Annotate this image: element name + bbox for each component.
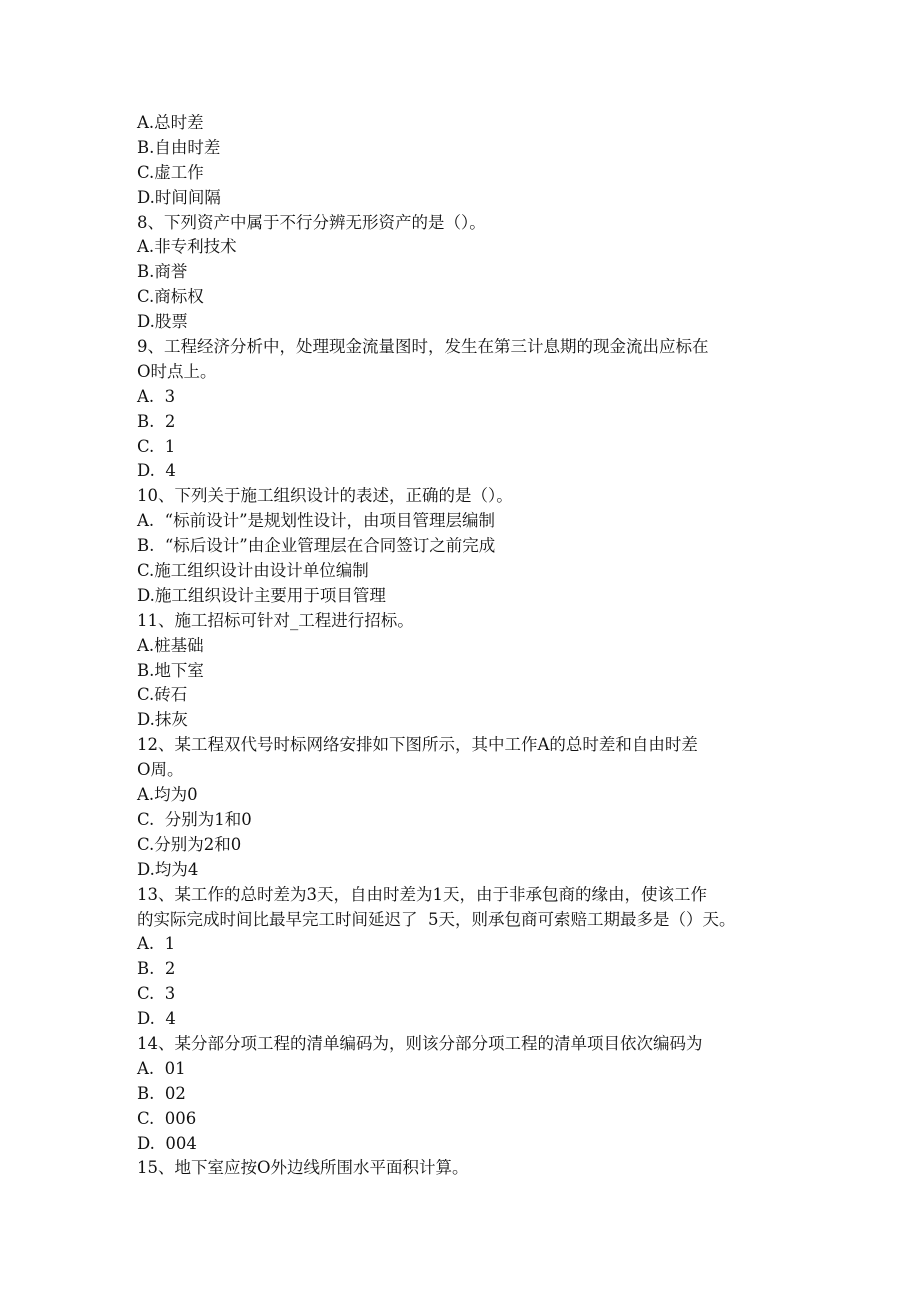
option-line: B. 2 xyxy=(137,411,176,431)
option-line: A. 3 xyxy=(137,386,176,406)
option-line: C.砖石 xyxy=(137,685,188,705)
option-line: C.施工组织设计由设计单位编制 xyxy=(137,561,369,581)
option-line: D.施工组织设计主要用于项目管理 xyxy=(137,585,386,605)
option-line: B. 02 xyxy=(137,1083,186,1103)
option-line: D.均为4 xyxy=(137,859,199,879)
option-line: A. “标前设计”是规划性设计，由项目管理层编制 xyxy=(137,511,496,531)
option-line: D.抹灰 xyxy=(137,710,188,730)
option-line: D. 4 xyxy=(137,461,176,481)
option-line: B.自由时差 xyxy=(137,137,221,157)
question-9-continued: O时点上。 xyxy=(137,361,217,381)
option-line: A.桩基础 xyxy=(137,635,204,655)
option-line: A.均为0 xyxy=(137,785,198,805)
option-line: D. 4 xyxy=(137,1009,176,1029)
option-line: B.商誉 xyxy=(137,262,188,282)
option-line: B. “标后设计”由企业管理层在合同签订之前完成 xyxy=(137,536,496,556)
option-line: C. 1 xyxy=(137,436,176,456)
option-line: B. 2 xyxy=(137,959,176,979)
option-line: C.分别为2和0 xyxy=(137,834,242,854)
question-15: 15、地下室应按O外边线所围水平面积计算。 xyxy=(137,1158,469,1178)
option-line: A.非专利技术 xyxy=(137,237,237,257)
option-line: C.商标权 xyxy=(137,287,204,307)
option-line: D.时间间隔 xyxy=(137,187,221,207)
question-13: 13、某工作的总时差为3天，自由时差为1天，由于非承包商的缘由，使该工作 xyxy=(137,884,707,904)
option-line: A. 01 xyxy=(137,1058,186,1078)
question-14: 14、某分部分项工程的清单编码为，则该分部分项工程的清单项目依次编码为 xyxy=(137,1033,703,1053)
option-line: C. 分别为1和0 xyxy=(137,809,252,829)
question-11: 11、施工招标可针对_工程进行招标。 xyxy=(137,610,414,630)
question-12: 12、某工程双代号时标网络安排如下图所示，其中工作A的总时差和自由时差 xyxy=(137,735,698,755)
question-8: 8、下列资产中属于不行分辨无形资产的是（）。 xyxy=(137,212,486,232)
question-10: 10、下列关于施工组织设计的表述，正确的是（）。 xyxy=(137,486,513,506)
option-line: C.虚工作 xyxy=(137,162,204,182)
question-12-continued: O周。 xyxy=(137,760,184,780)
question-13-continued: 的实际完成时间比最早完工时间延迟了 5天，则承包商可索赔工期最多是（）天。 xyxy=(137,909,736,929)
option-line: A. 1 xyxy=(137,934,176,954)
option-line: D. 004 xyxy=(137,1133,197,1153)
option-line: C. 006 xyxy=(137,1108,197,1128)
option-line: A.总时差 xyxy=(137,113,204,132)
question-9: 9、工程经济分析中，处理现金流量图时，发生在第三计息期的现金流出应标在 xyxy=(137,337,709,357)
option-line: D.股票 xyxy=(137,312,188,332)
option-line: C. 3 xyxy=(137,984,176,1004)
question-text-body xyxy=(137,111,817,1181)
option-line: B.地下室 xyxy=(137,660,204,680)
